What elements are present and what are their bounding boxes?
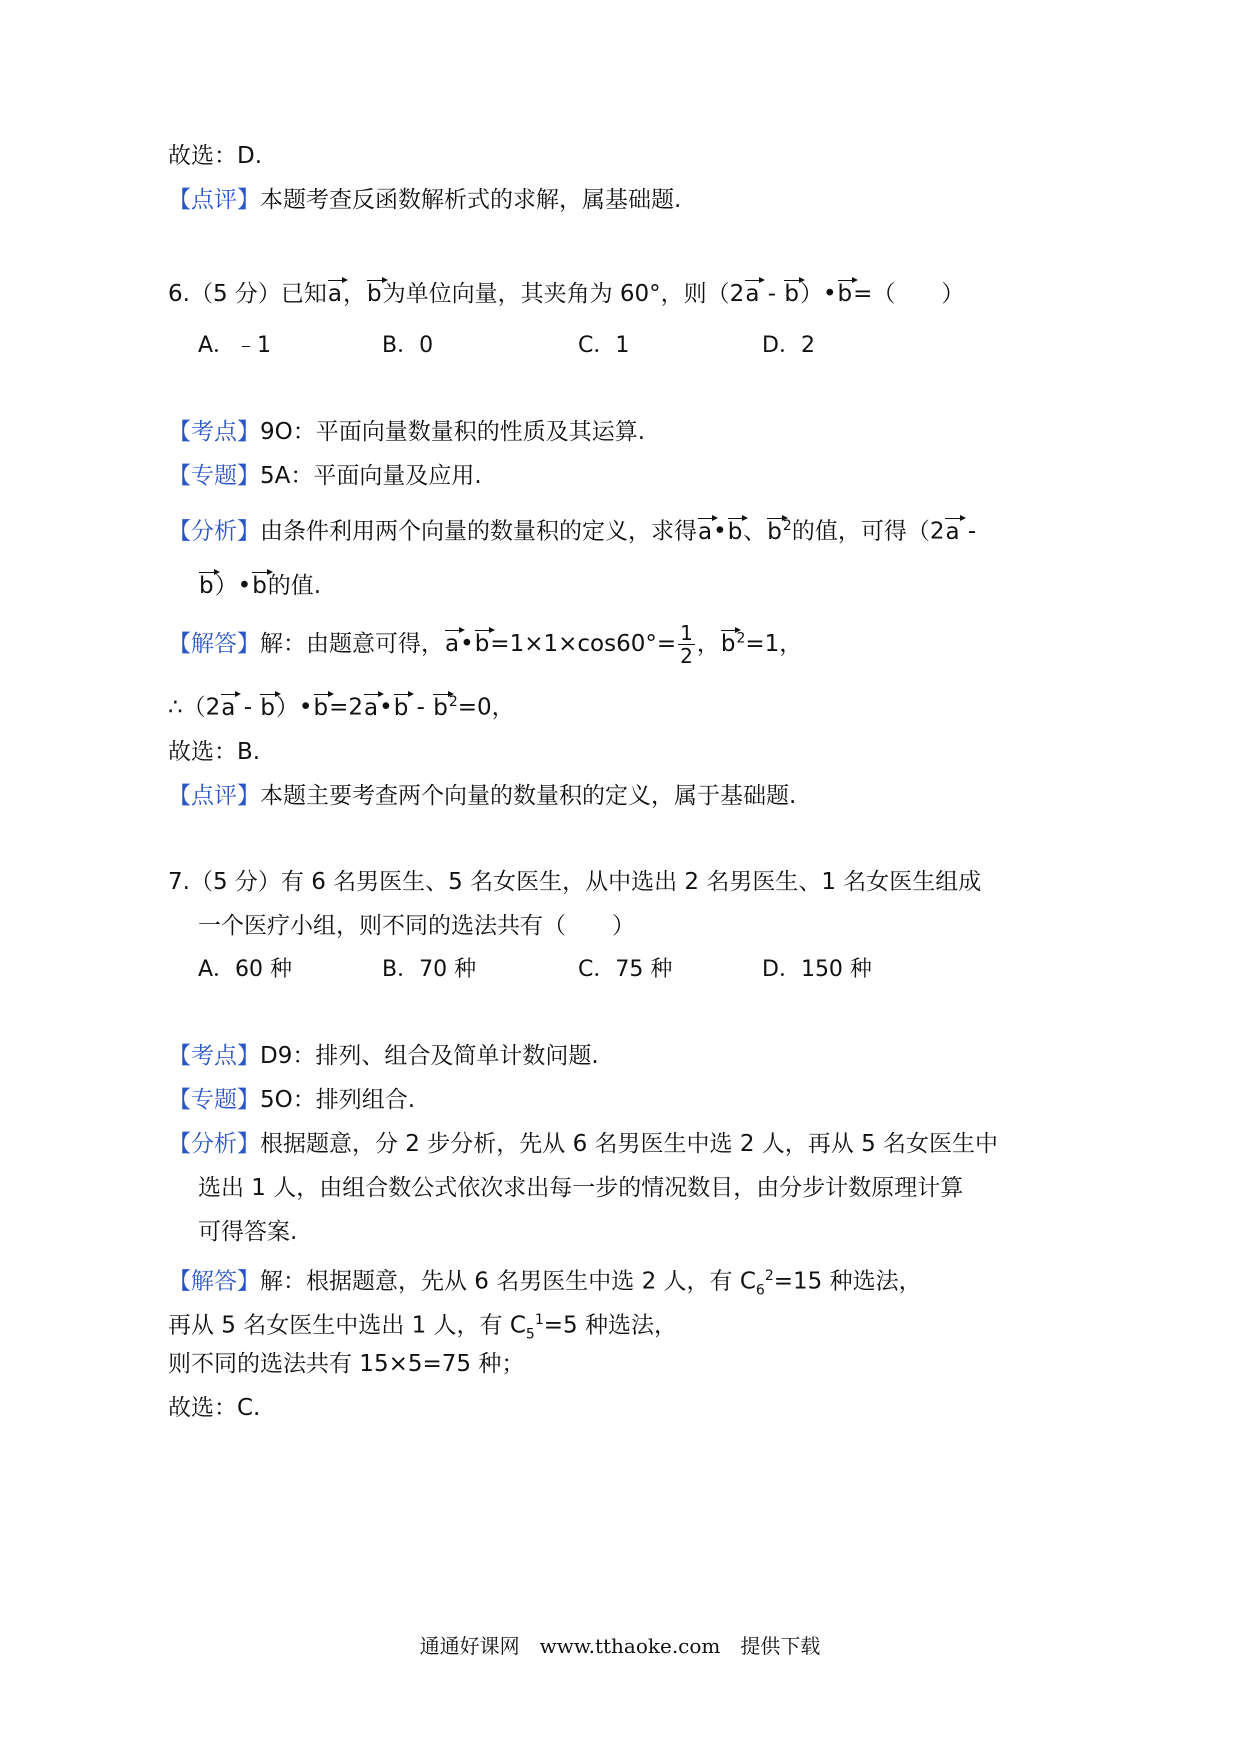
q6-stem-part: 为单位向量，其夹角为 60°，则（2: [382, 281, 745, 307]
q7-stem-line2: 一个医疗小组，则不同的选法共有（ ）: [198, 913, 635, 939]
jieda-tag: 【解答】: [168, 631, 260, 657]
q7-jieda-line1: [168, 1260, 922, 1306]
therefore-text: =0，: [457, 694, 515, 721]
jieda-text: =1，: [745, 631, 803, 657]
dot: •: [379, 694, 393, 721]
q7-fenxi-line2: 选出 1 人，由组合数公式依次求出每一步的情况数目，由分步计数原理计算: [198, 1175, 964, 1201]
square: 2: [782, 518, 792, 534]
fenxi-text: 由条件利用两个向量的数量积的定义，求得: [260, 518, 697, 545]
fenxi-text: 的值，可得（2: [791, 518, 945, 545]
q6-comment: [168, 780, 796, 812]
dot: •: [460, 631, 474, 657]
fenxi-tag: 【分析】: [168, 1131, 260, 1157]
vector-a: a: [444, 628, 460, 660]
vector-b: b: [366, 278, 383, 310]
q7-jieda-line2: [168, 1304, 677, 1350]
dot: •: [713, 518, 727, 545]
q7-fenxi-line3: 可得答案.: [198, 1219, 298, 1245]
q7-option-c: C．75 种: [578, 957, 673, 982]
comment-text: 本题主要考查两个向量的数量积的定义，属于基础题.: [260, 783, 797, 809]
comment-text: 本题考查反函数解析式的求解，属基础题.: [260, 187, 682, 213]
vector-a: a: [363, 692, 379, 724]
q6-fenxi-line2: [198, 570, 321, 602]
fraction-half: [678, 622, 695, 667]
q7-jieda-line3: 则不同的选法共有 15×5=75 种；: [168, 1351, 525, 1377]
vector-b: b: [251, 570, 268, 602]
combination-subscript: 6: [755, 1282, 765, 1299]
q7-option-b: B．70 种: [382, 957, 477, 982]
q6-kaodian: [168, 416, 645, 448]
vector-b: b: [313, 692, 330, 724]
minus: -: [409, 694, 433, 721]
vector-a: a: [744, 278, 760, 310]
pause-mark: 、: [743, 518, 767, 545]
q6-stem: [168, 278, 964, 310]
vector-b: b: [259, 692, 276, 724]
q6-option-c: C．1: [578, 333, 630, 358]
zhuanti-text: 5A：平面向量及应用.: [260, 463, 482, 489]
square: 2: [736, 630, 746, 647]
fenxi-text: ）•: [214, 573, 252, 599]
q6-stem-part: 6.（5 分）已知: [168, 281, 327, 307]
vector-a: a: [220, 692, 236, 724]
vector-b: b: [837, 278, 854, 310]
comma: ，: [696, 631, 720, 657]
q7-zhuanti: [168, 1084, 415, 1116]
jieda-text: 再从 5 名女医生中选出 1 人，有 C: [168, 1312, 526, 1339]
comment-tag: 【点评】: [168, 187, 260, 213]
kaodian-tag: 【考点】: [168, 1043, 260, 1069]
jieda-text: =5 种选法，: [543, 1312, 677, 1339]
jieda-tag: 【解答】: [168, 1268, 260, 1295]
fenxi-text: 的值.: [267, 573, 322, 599]
minus: -: [760, 281, 784, 307]
q6-option-d: D．2: [762, 333, 815, 358]
fraction-denominator: 2: [680, 644, 693, 668]
jieda-text: =1×1×cos60°=: [490, 631, 677, 657]
combination-superscript: 2: [764, 1268, 774, 1284]
q6-stem-part: ）•: [799, 281, 837, 307]
vector-b: b: [766, 516, 783, 548]
q6-therefore: [168, 686, 515, 724]
q7-stem-line1: 7.（5 分）有 6 名男医生、5 名女医生，从中选出 2 名男医生、1 名女医生组成: [168, 869, 982, 895]
comma: ，: [343, 281, 366, 307]
q6-zhuanti: [168, 460, 482, 492]
prev-answer: 故选：D.: [168, 143, 263, 169]
jieda-text: 解：由题意可得，: [260, 631, 444, 657]
fraction-numerator: 1: [680, 621, 693, 645]
jieda-text: 解：根据题意，先从 6 名男医生中选 2 人，有 C: [260, 1268, 756, 1295]
page-footer: 通通好课网 www.tthaoke.com 提供下载: [419, 1634, 821, 1658]
zhuanti-tag: 【专题】: [168, 1087, 260, 1113]
vector-b: b: [727, 516, 744, 548]
minus: -: [236, 694, 260, 721]
q6-jieda: [168, 622, 802, 667]
comment-tag: 【点评】: [168, 783, 260, 809]
kaodian-text: D9：排列、组合及简单计数问题.: [260, 1043, 599, 1069]
q7-kaodian: [168, 1040, 599, 1072]
zhuanti-text: 5O：排列组合.: [260, 1087, 416, 1113]
jieda-text: =15 种选法，: [773, 1268, 922, 1295]
vector-b: b: [393, 692, 410, 724]
vector-a: a: [944, 516, 960, 548]
therefore-text: ∴（2: [168, 694, 221, 721]
kaodian-text: 9O：平面向量数量积的性质及其运算.: [260, 419, 646, 445]
q6-fenxi-line1: [168, 510, 976, 548]
combination-subscript: 5: [525, 1326, 535, 1343]
q6-option-a: A．﹣1: [198, 333, 272, 358]
q7-option-d: D．150 种: [762, 957, 872, 982]
vector-b: b: [720, 628, 737, 660]
fenxi-tag: 【分析】: [168, 518, 260, 545]
vector-a: a: [697, 516, 713, 548]
fenxi-text: 根据题意，分 2 步分析，先从 6 名男医生中选 2 人，再从 5 名女医生中: [260, 1131, 999, 1157]
minus: -: [960, 518, 977, 545]
vector-b: b: [783, 278, 800, 310]
vector-b: b: [432, 692, 449, 724]
square: 2: [448, 694, 458, 710]
vector-b: b: [474, 628, 491, 660]
q6-option-b: B．0: [382, 333, 434, 358]
vector-b: b: [198, 570, 215, 602]
zhuanti-tag: 【专题】: [168, 463, 260, 489]
q6-stem-part: =（ ）: [853, 281, 965, 307]
vector-a: a: [327, 278, 343, 310]
therefore-text: ）•: [275, 694, 313, 721]
q7-fenxi-line1: [168, 1128, 998, 1160]
prev-comment: [168, 184, 681, 216]
q7-option-a: A．60 种: [198, 957, 293, 982]
kaodian-tag: 【考点】: [168, 419, 260, 445]
q7-answer: 故选：C.: [168, 1395, 261, 1421]
q6-answer: 故选：B.: [168, 739, 261, 765]
therefore-text: =2: [329, 694, 364, 721]
combination-superscript: 1: [534, 1312, 544, 1328]
